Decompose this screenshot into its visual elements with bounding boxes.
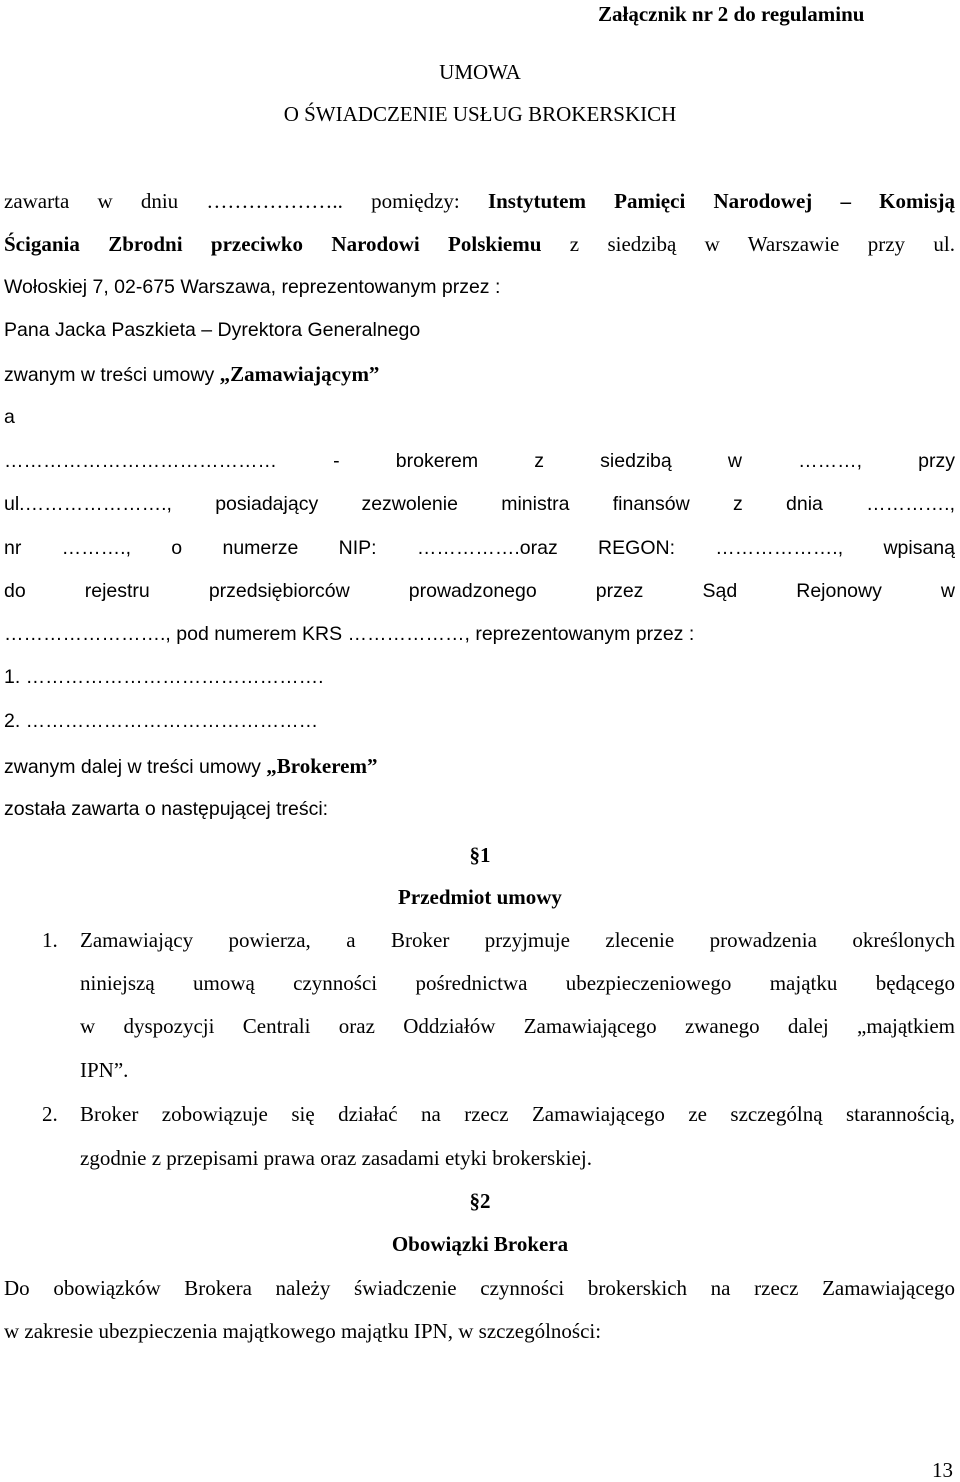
intro-line-2 [4,234,955,255]
section-1-item-1-line-4: IPN”. [80,1058,129,1082]
ordering-party-intro: zwanym w treści umowy [4,364,220,386]
broker-line-4: do rejestru przedsiębiorców prowadzonego przez Sąd Rejonowy w [4,580,955,602]
intro-line-1 [4,191,955,212]
section-1-item-2-number: 2. [42,1102,58,1126]
intro-line-14 [4,756,377,778]
party-seat-text: z siedzibą w Warszawie przy ul. [541,232,955,256]
representative-2: 2. ……………………………………… [4,710,319,732]
party-name-ipn: Instytutem Pamięci Narodowej – Komisją [487,189,955,213]
intro-line-6: a [4,406,15,428]
contract-date-text: zawarta w dniu ……………….. pomiędzy: [4,189,488,213]
intro-line-3: Wołoskiej 7, 02-675 Warszawa, reprezentowanym przez : [4,276,501,298]
intro-line-4: Pana Jacka Paszkieta – Dyrektora Generalnego [4,319,421,341]
section-1-item-1-line-1: Zamawiający powierza, a Broker przyjmuje zlecenie prowadzenia określonych [80,928,955,952]
section-1-item-1-line-2: niniejszą umową czynności pośrednictwa ubezpieczeniowego majątku będącego [80,971,955,995]
broker-intro: zwanym dalej w treści umowy [4,756,267,778]
section-1-number: §1 [469,843,491,867]
annex-label: Załącznik nr 2 do regulaminu [598,2,865,26]
page-number: 13 [932,1458,953,1482]
section-1-item-1-line-3: w dyspozycji Centrali oraz Oddziałów Zamawiającego zwanego dalej „majątkiem [80,1014,955,1038]
intro-line-5 [4,364,379,386]
section-2-heading: Obowiązki Brokera [391,1232,569,1256]
section-2-line-2: w zakresie ubezpieczenia majątkowego majątku IPN, w szczególności: [4,1319,602,1343]
section-2-number: §2 [469,1189,491,1213]
section-1-item-1-number: 1. [42,928,58,952]
broker-line-3: nr ………., o numerze NIP: …………….oraz REGON: ………………., wpisaną [4,537,955,559]
section-2-line-1: Do obowiązków Brokera należy świadczenie czynności brokerskich na rzecz Zamawiającego [4,1276,955,1300]
ordering-party-term: „Zamawiającym” [219,362,380,386]
section-1-item-2-line-2: zgodnie z przepisami prawa oraz zasadami etyki brokerskiej. [80,1146,592,1170]
broker-line-2: ul.…………………., posiadający zezwolenie ministra finansów z dnia …………., [4,493,955,515]
broker-line-5: ……………………., pod numerem KRS ………………, reprezentowanym przez : [4,623,695,645]
party-name-ipn-cont: Ścigania Zbrodni przeciwko Narodowi Polskiemu [4,232,542,256]
broker-term: „Brokerem” [266,754,378,778]
representative-1: 1. ………………………………………. [4,666,324,688]
intro-line-15: została zawarta o następującej treści: [4,798,329,820]
section-1-heading: Przedmiot umowy [398,885,562,909]
document-subtitle: O ŚWIADCZENIE USŁUG BROKERSKICH [283,102,677,126]
broker-line-1: …………………………………… - brokerem z siedzibą w ………, przy [4,450,955,472]
document-title: UMOWA [439,60,521,84]
section-1-item-2-line-1: Broker zobowiązuje się działać na rzecz Zamawiającego ze szczególną starannością, [80,1102,955,1126]
